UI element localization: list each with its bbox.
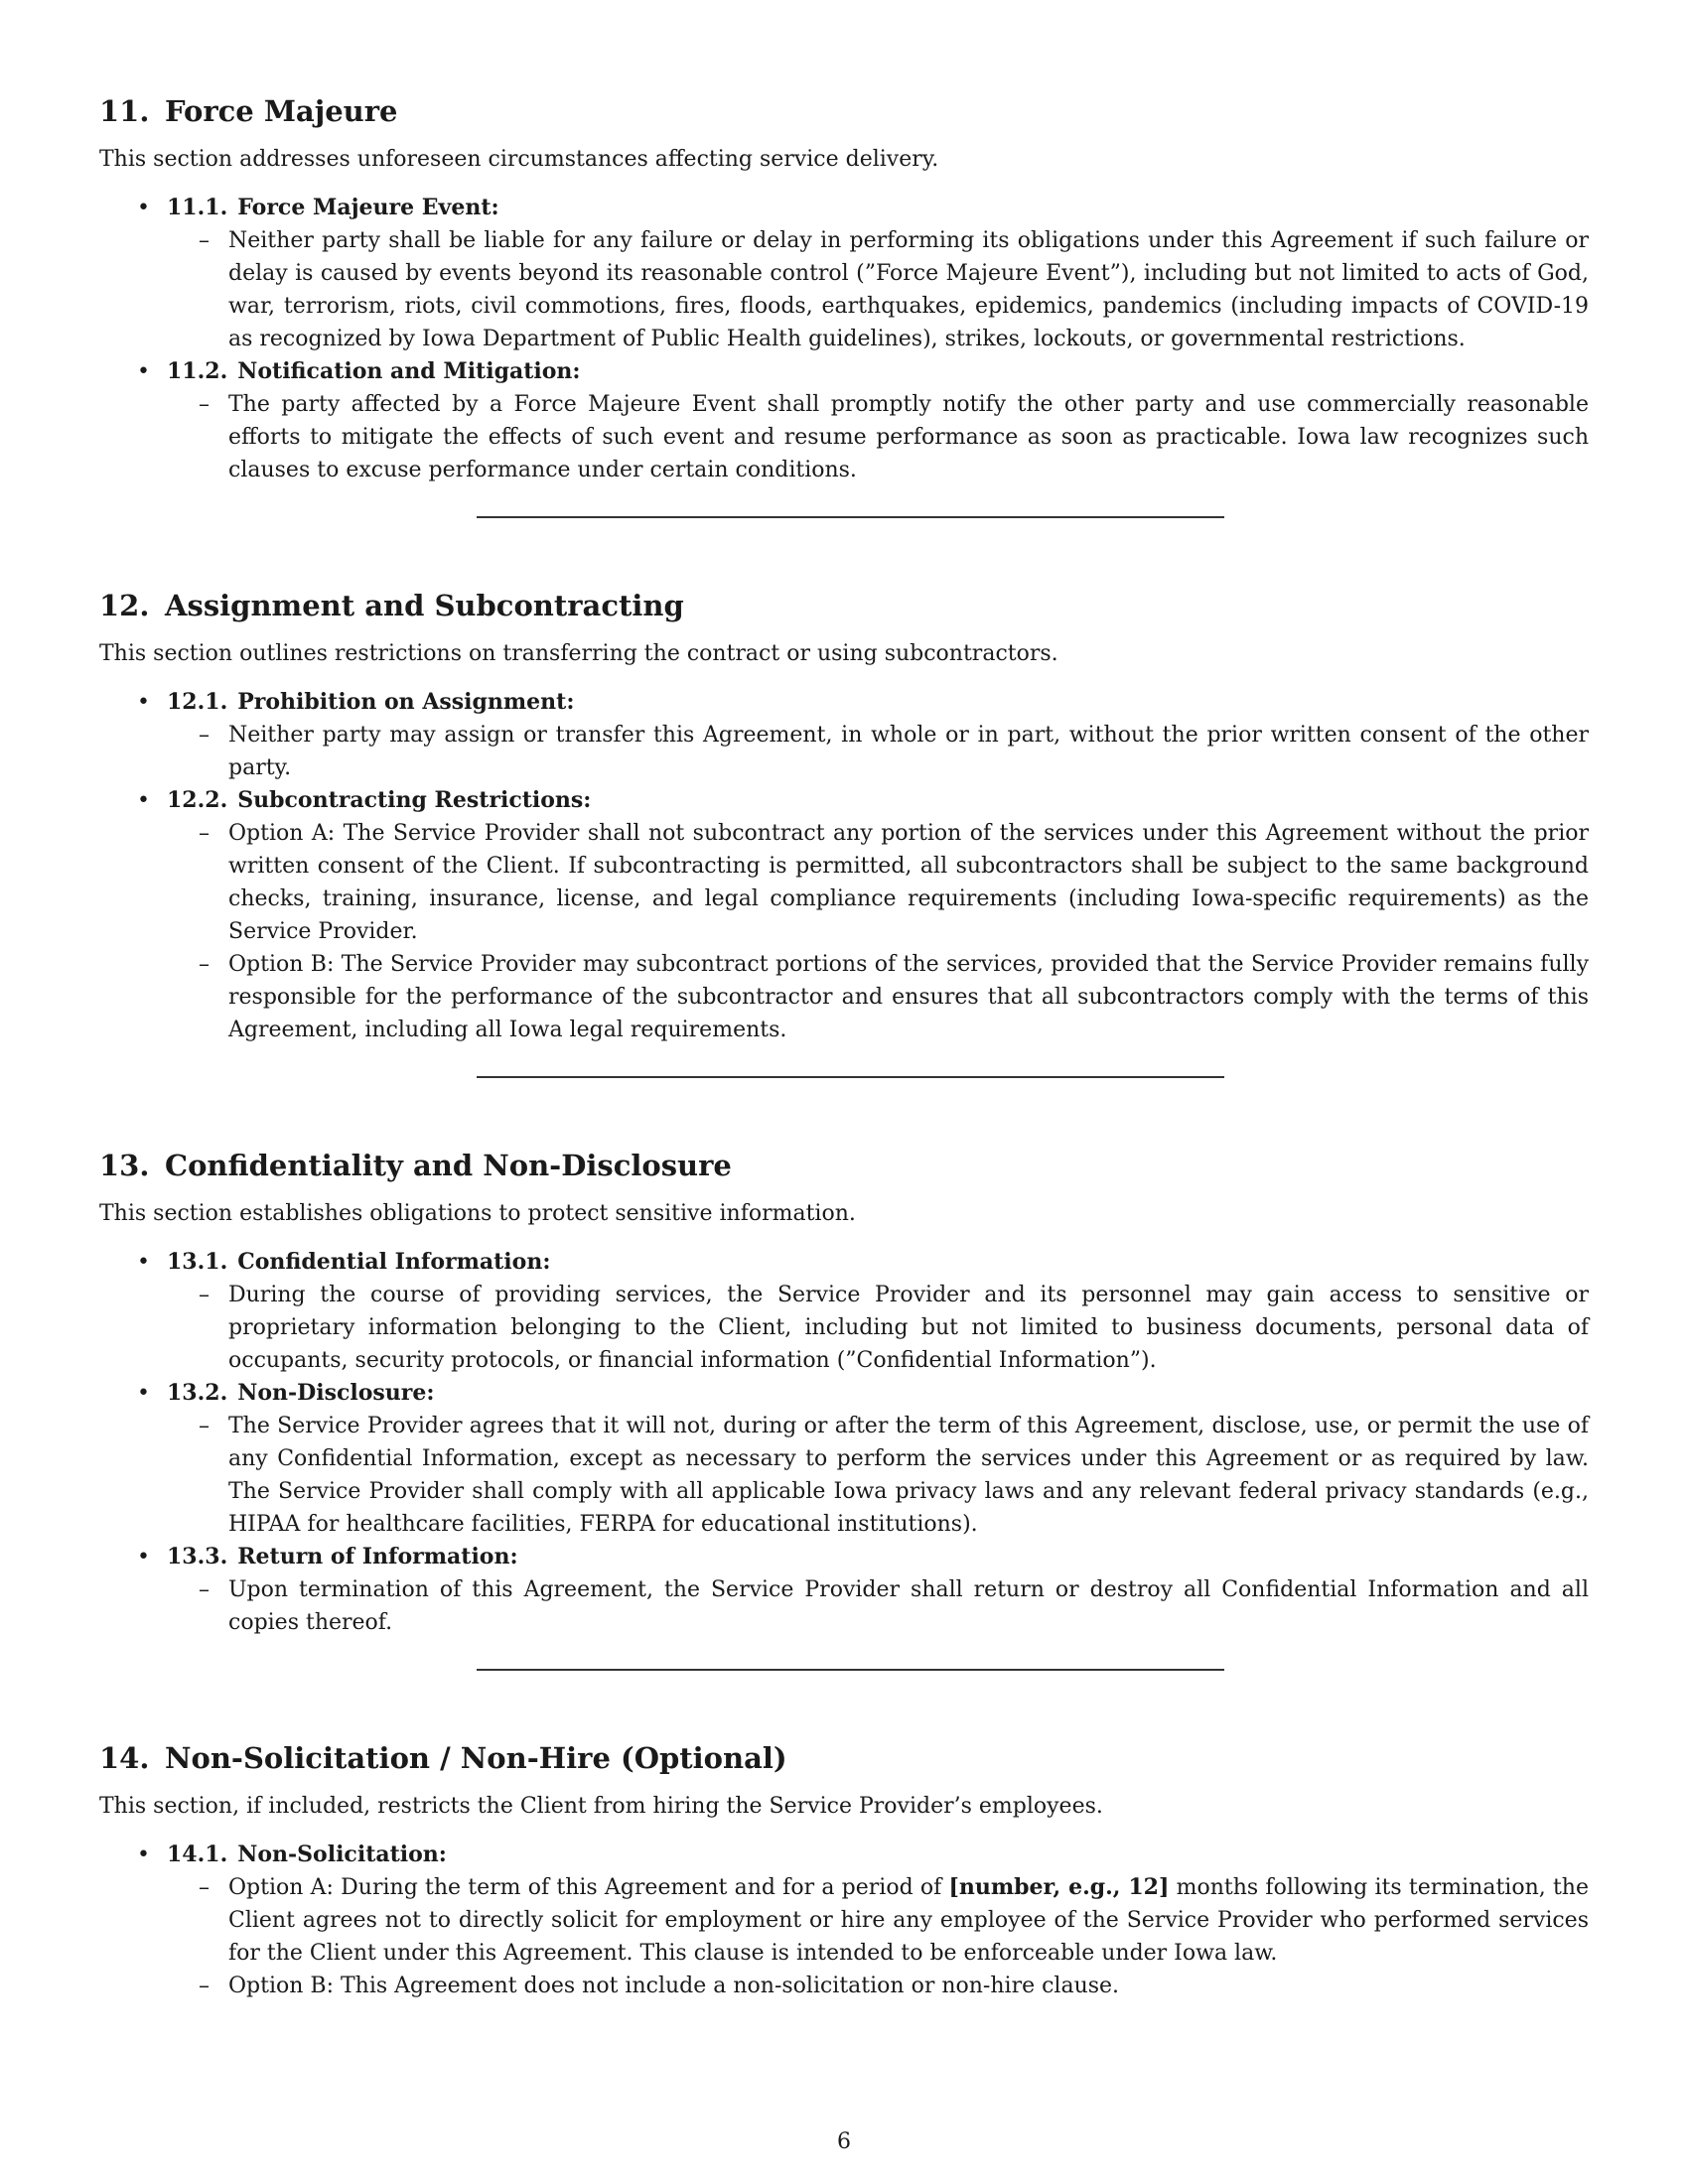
section-intro: This section, if included, restricts the Client from hiring the Service Provider’s employees.	[99, 1794, 1103, 1819]
subclause-text: Option B: The Service Provider may subcontract portions of the services, provided that the Service Provider remains fully responsible for the performance of the subcontractor and ensures that all subcontractors comply with the terms of this Agreement, including all Iowa legal requirements.	[228, 952, 1589, 1042]
subclause: – The party affected by a Force Majeure Event shall promptly notify the other party and use commercially reasonable efforts to mitigate the effects of such event and resume performance as soon as practicable. Iowa law recognizes such clauses to excuse performance under certain conditions.	[199, 392, 1589, 482]
section-14	[99, 1738, 1589, 2002]
clause-number: 11.1.	[167, 195, 228, 220]
clause-number: 12.2.	[167, 787, 228, 813]
clause-title	[167, 784, 1589, 817]
subclause: – Upon termination of this Agreement, the Service Provider shall return or destroy all Confidential Information and all copies thereof.	[199, 1577, 1589, 1635]
subclause: – Neither party shall be liable for any failure or delay in performing its obligations under this Agreement if such failure or delay is caused by events beyond its reasonable control (”Force Majeure Event”), including but not limited to acts of God, war, terrorism, riots, civil commotions, fires, floods, earthquakes, epidemics, pandemics (including impacts of COVID-19 as recognized by Iowa Department of Public Health guidelines), strikes, lockouts, or governmental restrictions.	[199, 228, 1589, 351]
clause-12-2	[99, 784, 1589, 1046]
subclause: – Option A: The Service Provider shall not subcontract any portion of the services under this Agreement without the prior written consent of the Client. If subcontracting is permitted, all subcontractors shall be subject to the same background checks, training, insurance, license, and legal compliance requirements (including Iowa-specific requirements) as the Service Provider.	[199, 821, 1589, 944]
section-divider	[99, 1046, 1589, 1146]
subclause: – Option A: During the term of this Agreement and for a period of [number, e.g., 12] months following its termination, the Client agrees not to directly solicit for employment or hire any employee of the Service Provider who performed services for the Client under this Agreement. This clause is intended to be enforceable under Iowa law.	[199, 1874, 1589, 1966]
subclause-list	[167, 1573, 1589, 1639]
clause-number: 14.1.	[167, 1842, 228, 1867]
section-heading	[99, 91, 1589, 131]
placeholder-term: [number, e.g., 12]	[948, 1874, 1170, 1900]
clause-label: Prohibition on Assignment:	[237, 689, 575, 715]
clause-number: 11.2.	[167, 358, 228, 384]
section-intro: This section establishes obligations to protect sensitive information.	[99, 1201, 856, 1226]
section-title: Confidentiality and Non-Disclosure	[165, 1149, 732, 1182]
clause-13-1	[99, 1246, 1589, 1377]
clause-title	[167, 192, 1589, 224]
clause-list	[99, 1246, 1589, 1639]
section-divider	[99, 486, 1589, 586]
section-intro: This section outlines restrictions on transferring the contract or using subcontractors.	[99, 641, 1058, 666]
subclause-text: Upon termination of this Agreement, the Service Provider shall return or destroy all Confidential Information and all copies thereof.	[228, 1577, 1589, 1635]
clause-title	[167, 1377, 1589, 1410]
section-heading	[99, 586, 1589, 625]
clause-label: Notification and Mitigation:	[237, 358, 581, 384]
clause-label: Non-Disclosure:	[237, 1380, 435, 1406]
clause-label: Return of Information:	[237, 1544, 518, 1570]
subclause: – Neither party may assign or transfer this Agreement, in whole or in part, without the prior written consent of the other party.	[199, 723, 1589, 780]
clause-label: Force Majeure Event:	[237, 195, 499, 220]
subclause-text: Option B: This Agreement does not include a non-solicitation or non-hire clause.	[228, 1974, 1120, 1998]
clause-list	[99, 192, 1589, 486]
clause-label: Confidential Information:	[237, 1249, 551, 1275]
clause-13-2	[99, 1377, 1589, 1541]
subclause: – During the course of providing services, the Service Provider and its personnel may gain access to sensitive or proprietary information belonging to the Client, including but not limited to business documents, personal data of occupants, security protocols, or financial information (”Confidential Information”).	[199, 1283, 1589, 1373]
subclause-list	[167, 1871, 1589, 2002]
clause-title	[167, 1246, 1589, 1279]
section-number: 11.	[99, 94, 150, 128]
horizontal-rule	[477, 1076, 1224, 1078]
subclause-list	[167, 1279, 1589, 1377]
section-intro: This section addresses unforeseen circumstances affecting service delivery.	[99, 147, 939, 172]
subclause-list	[167, 1410, 1589, 1541]
clause-list	[99, 1839, 1589, 2002]
clause-13-3	[99, 1541, 1589, 1639]
clause-title	[167, 1541, 1589, 1573]
subclause: – Option B: This Agreement does not include a non-solicitation or non-hire clause.	[199, 1974, 1120, 1998]
clause-title	[167, 355, 1589, 388]
clause-12-1	[99, 686, 1589, 784]
section-heading	[99, 1738, 1589, 1778]
subclause-text: Neither party may assign or transfer this Agreement, in whole or in part, without the prior written consent of the other party.	[228, 723, 1589, 780]
clause-11-1	[99, 192, 1589, 355]
clause-list	[99, 686, 1589, 1046]
section-13	[99, 1146, 1589, 1639]
section-title: Non-Solicitation / Non-Hire (Optional)	[165, 1741, 787, 1775]
subclause-list	[167, 719, 1589, 784]
section-number: 14.	[99, 1741, 150, 1775]
section-divider	[99, 1639, 1589, 1738]
section-title: Assignment and Subcontracting	[165, 589, 684, 622]
clause-number: 13.2.	[167, 1380, 228, 1406]
subclause-text: Option A: During the term of this Agreement and for a period of	[228, 1875, 949, 1900]
horizontal-rule	[477, 516, 1224, 518]
subclause-list	[167, 224, 1589, 355]
subclause: – Option B: The Service Provider may subcontract portions of the services, provided that the Service Provider remains fully responsible for the performance of the subcontractor and ensures that all subcontractors comply with the terms of this Agreement, including all Iowa legal requirements.	[199, 952, 1589, 1042]
clause-title	[167, 686, 1589, 719]
clause-number: 12.1.	[167, 689, 228, 715]
clause-label: Non-Solicitation:	[237, 1842, 447, 1867]
clause-number: 13.1.	[167, 1249, 228, 1275]
section-12	[99, 586, 1589, 1046]
clause-title	[167, 1839, 1589, 1871]
horizontal-rule	[477, 1669, 1224, 1671]
subclause-list	[167, 817, 1589, 1046]
section-number: 13.	[99, 1149, 150, 1182]
clause-label: Subcontracting Restrictions:	[237, 787, 592, 813]
subclause-text: Neither party shall be liable for any failure or delay in performing its obligations under this Agreement if such failure or delay is caused by events beyond its reasonable control (”Force Majeure Event”), including but not limited to acts of God, war, terrorism, riots, civil commotions, fires, floods, earthquakes, epidemics, pandemics (including impacts of COVID-19 as recognized by Iowa Department of Public Health guidelines), strikes, lockouts, or governmental restrictions.	[228, 228, 1589, 351]
subclause: – The Service Provider agrees that it will not, during or after the term of this Agreement, disclose, use, or permit the use of any Confidential Information, except as necessary to perform the services under this Agreement or as required by law. The Service Provider shall comply with all applicable Iowa privacy laws and any relevant federal privacy standards (e.g., HIPAA for healthcare facilities, FERPA for educational institutions).	[199, 1414, 1589, 1537]
subclause-list	[167, 388, 1589, 486]
subclause-text: During the course of providing services, the Service Provider and its personnel may gain access to sensitive or proprietary information belonging to the Client, including but not limited to business documents, personal data of occupants, security protocols, or financial information (”Confidential Information”).	[228, 1283, 1589, 1373]
subclause-text: Option A: The Service Provider shall not subcontract any portion of the services under this Agreement without the prior written consent of the Client. If subcontracting is permitted, all subcontractors shall be subject to the same background checks, training, insurance, license, and legal compliance requirements (including Iowa-specific requirements) as the Service Provider.	[228, 821, 1589, 944]
section-title: Force Majeure	[165, 94, 398, 128]
clause-14-1	[99, 1839, 1589, 2002]
clause-11-2	[99, 355, 1589, 486]
section-number: 12.	[99, 589, 150, 622]
section-11	[99, 91, 1589, 486]
subclause-text: months following its termination, the Client agrees not to directly solicit for employment or hire any employee of the Service Provider who performed services for the Client under this Agreement. This clause is intended to be enforceable under Iowa law.	[228, 1875, 1589, 1966]
clause-number: 13.3.	[167, 1544, 228, 1570]
subclause-text: The party affected by a Force Majeure Event shall promptly notify the other party and use commercially reasonable efforts to mitigate the effects of such event and resume performance as soon as practicable. Iowa law recognizes such clauses to excuse performance under certain conditions.	[228, 392, 1589, 482]
page-number: 6	[837, 2129, 851, 2154]
subclause-text: The Service Provider agrees that it will not, during or after the term of this Agreement, disclose, use, or permit the use of any Confidential Information, except as necessary to perform the services under this Agreement or as required by law. The Service Provider shall comply with all applicable Iowa privacy laws and any relevant federal privacy standards (e.g., HIPAA for healthcare facilities, FERPA for educational institutions).	[228, 1414, 1589, 1537]
section-heading	[99, 1146, 1589, 1185]
document-page	[99, 91, 1589, 2002]
